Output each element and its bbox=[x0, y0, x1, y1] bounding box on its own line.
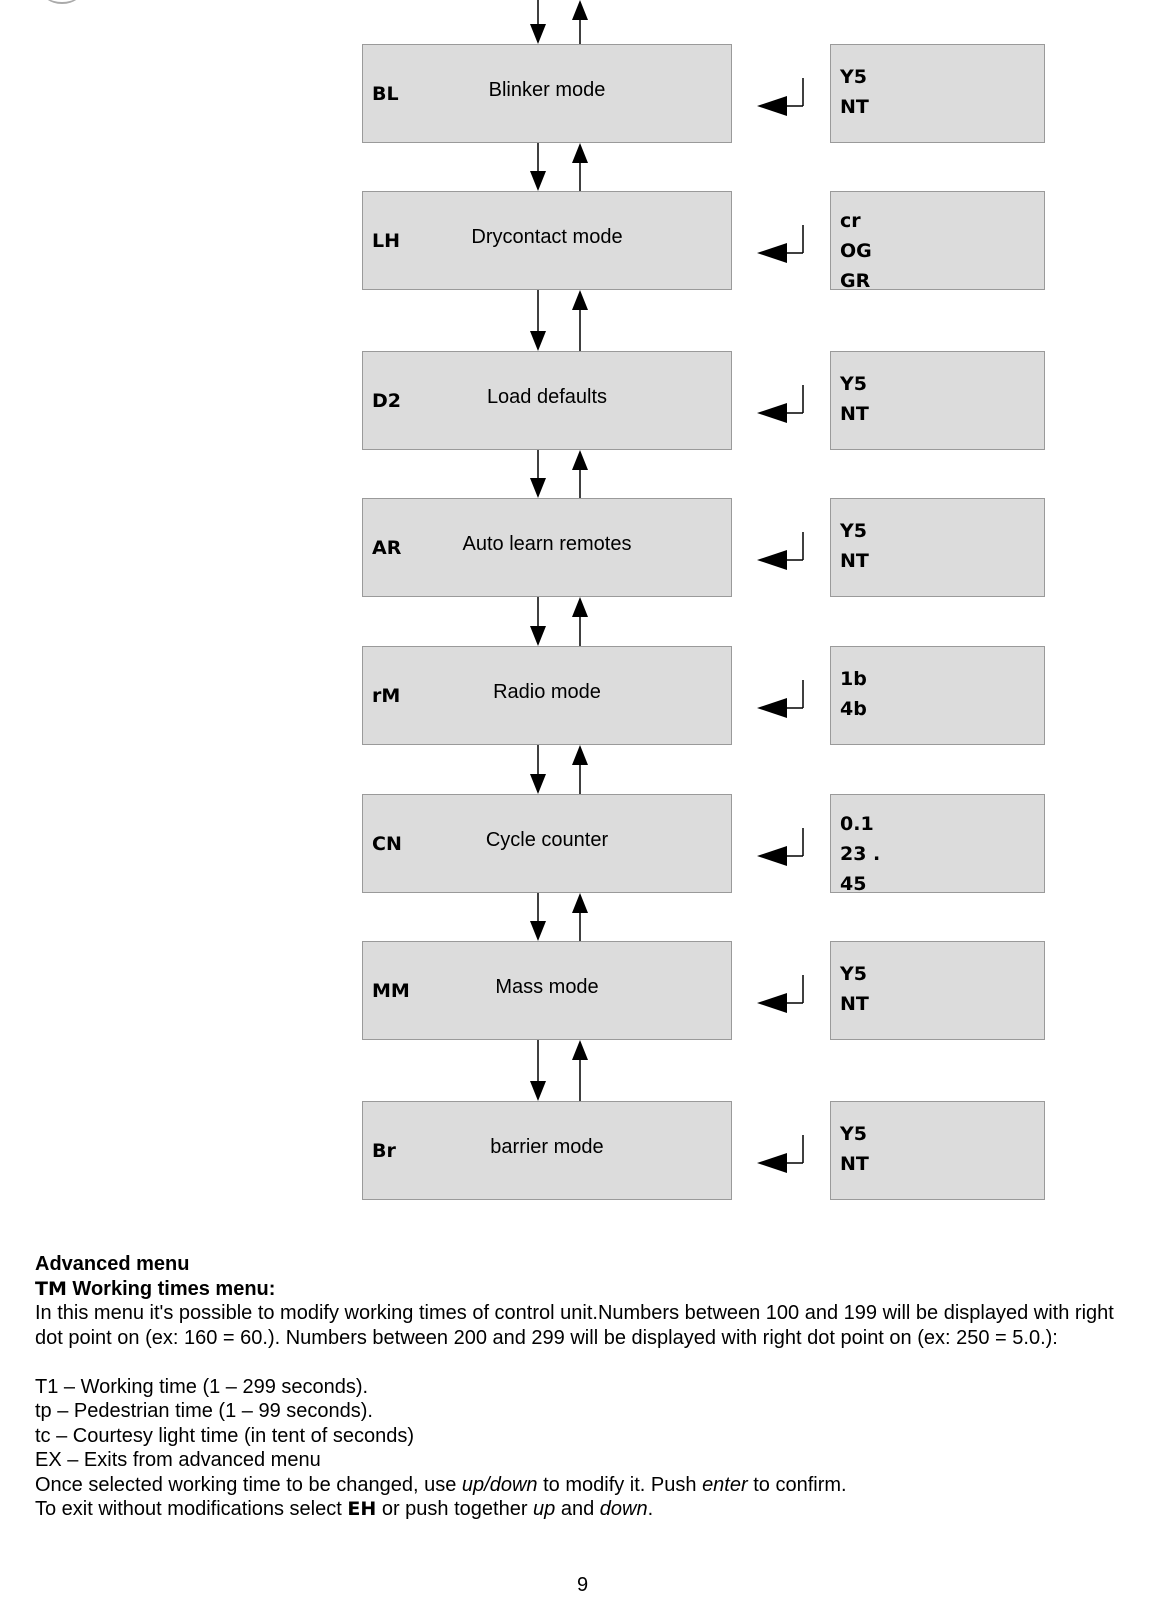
menu-title: Auto learn remotes bbox=[462, 533, 632, 555]
text-run: up bbox=[533, 1498, 556, 1520]
down-arrow-head bbox=[530, 626, 546, 646]
option-value: NT bbox=[840, 993, 869, 1015]
menu-title: Cycle counter bbox=[485, 829, 609, 851]
menu-code: MM bbox=[372, 979, 410, 1002]
down-arrow-head bbox=[530, 24, 546, 44]
option-value: 23 . bbox=[840, 843, 881, 865]
advanced-menu-text bbox=[35, 1252, 1125, 1522]
enter-arrow-head bbox=[757, 550, 787, 570]
option-value: NT bbox=[840, 96, 869, 118]
option-value: Y5 bbox=[840, 66, 867, 88]
enter-arrow-head bbox=[757, 243, 787, 263]
up-arrow-head bbox=[572, 893, 588, 913]
up-down-arrows bbox=[530, 0, 588, 1101]
enter-arrow-head bbox=[757, 96, 787, 116]
enter-arrow-head bbox=[757, 846, 787, 866]
text-run: enter bbox=[702, 1473, 748, 1496]
option-value: cr bbox=[840, 210, 861, 232]
enter-arrow-head bbox=[757, 698, 787, 718]
down-arrow-head bbox=[530, 478, 546, 498]
menu-code: AR bbox=[372, 536, 402, 559]
option-value: OG bbox=[840, 240, 872, 262]
option-value: 0.1 bbox=[840, 813, 874, 835]
list-item: T1 – Working time (1 – 299 seconds). bbox=[35, 1375, 369, 1398]
list-item: tc – Courtesy light time (in tent of seconds) bbox=[35, 1424, 415, 1447]
up-arrow-head bbox=[572, 450, 588, 470]
menu-code: rM bbox=[372, 684, 401, 707]
option-value: NT bbox=[840, 1153, 869, 1175]
down-arrow-head bbox=[530, 921, 546, 941]
menu-title: barrier mode bbox=[490, 1136, 604, 1158]
menu-code: D2 bbox=[372, 389, 401, 412]
page-number: 9 bbox=[577, 1574, 589, 1596]
section-subheading bbox=[35, 1277, 1125, 1302]
option-value: GR bbox=[840, 270, 871, 292]
menu-code: CN bbox=[372, 832, 402, 855]
subheading-text: Working times menu: bbox=[66, 1277, 276, 1300]
text-run: . bbox=[647, 1498, 654, 1520]
text-run: To exit without modifications select bbox=[35, 1498, 348, 1520]
menu-title: Radio mode bbox=[493, 681, 601, 703]
down-arrow-head bbox=[530, 171, 546, 191]
subheading-code: TM bbox=[35, 1277, 67, 1300]
option-value: NT bbox=[840, 403, 869, 425]
menu-code: BL bbox=[372, 82, 399, 105]
option-value: 45 bbox=[840, 873, 867, 895]
up-arrow-head bbox=[572, 143, 588, 163]
down-arrow-head bbox=[530, 1081, 546, 1101]
text-run: to confirm. bbox=[747, 1473, 847, 1496]
list-item: tp – Pedestrian time (1 – 99 seconds). bbox=[35, 1400, 373, 1422]
option-value: Y5 bbox=[840, 963, 867, 985]
text-run: down bbox=[599, 1498, 648, 1520]
menu-code: Br bbox=[372, 1139, 396, 1162]
option-value: Y5 bbox=[840, 1123, 867, 1145]
section-heading: Advanced menu bbox=[35, 1253, 190, 1275]
enter-arrow-head bbox=[757, 993, 787, 1013]
enter-arrow-head bbox=[757, 403, 787, 423]
up-arrow-head bbox=[572, 290, 588, 310]
text-run: EH bbox=[347, 1498, 377, 1520]
option-value: 4b bbox=[840, 698, 867, 720]
text-run: and bbox=[555, 1498, 600, 1520]
menu-title: Mass mode bbox=[495, 976, 599, 998]
option-value: Y5 bbox=[840, 520, 867, 542]
option-value: 1b bbox=[840, 668, 867, 690]
text-run: Once selected working time to be changed, use bbox=[35, 1473, 462, 1496]
menu-title: Blinker mode bbox=[488, 79, 606, 101]
enter-arrow-head bbox=[757, 1153, 787, 1173]
up-arrow-head bbox=[572, 0, 588, 20]
up-arrow-head bbox=[572, 745, 588, 765]
instruction-line bbox=[35, 1497, 1125, 1522]
instruction-line bbox=[35, 1473, 1125, 1498]
option-value: Y5 bbox=[840, 373, 867, 395]
text-run: or push together bbox=[376, 1498, 534, 1520]
menu-code: LH bbox=[372, 229, 401, 252]
menu-title: Load defaults bbox=[486, 386, 608, 408]
down-arrow-head bbox=[530, 331, 546, 351]
up-arrow-head bbox=[572, 1040, 588, 1060]
text-run: up/down bbox=[461, 1473, 538, 1496]
option-value: NT bbox=[840, 550, 869, 572]
menu-title: Drycontact mode bbox=[471, 226, 623, 248]
text-run: to modify it. Push bbox=[537, 1473, 703, 1496]
enter-arrows bbox=[757, 78, 803, 1173]
intro-paragraph: In this menu it's possible to modify working times of control unit.Numbers between 100 and 199 will be displayed with right dot point on (ex: 160 = 60.). Numbers between 200 and 299 will be displayed with right dot point on (ex: 250 = 5.0.): bbox=[35, 1302, 1114, 1349]
list-item: EX – Exits from advanced menu bbox=[35, 1449, 321, 1471]
down-arrow-head bbox=[530, 774, 546, 794]
up-arrow-head bbox=[572, 597, 588, 617]
